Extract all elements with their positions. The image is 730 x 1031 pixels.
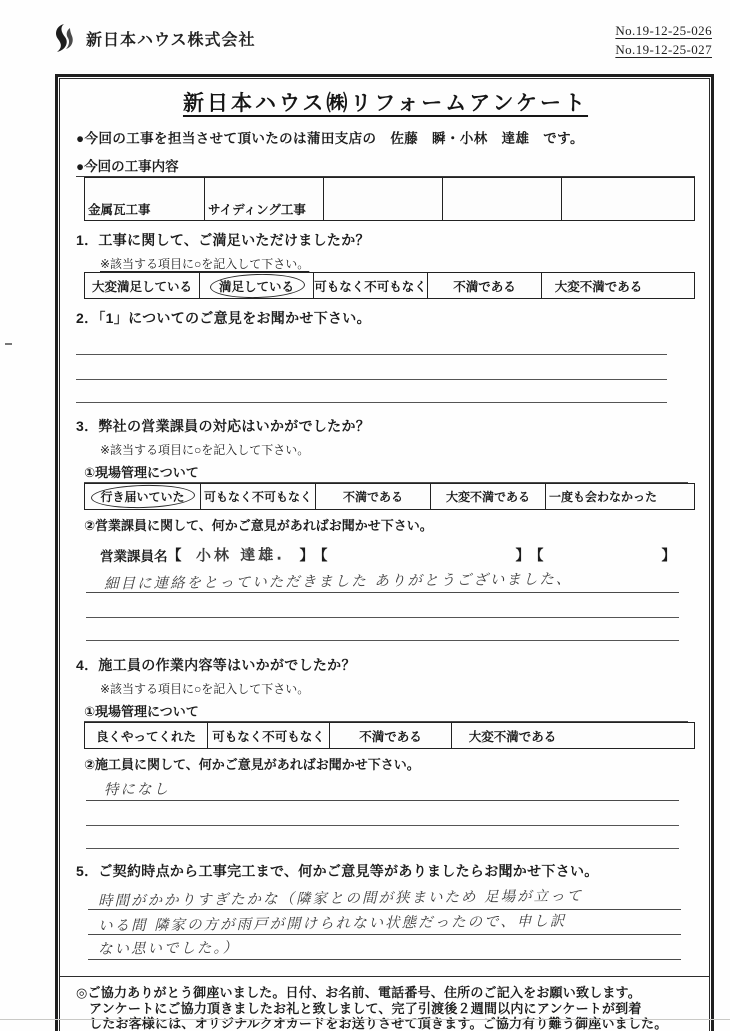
- option-cell: 可もなく不可もなく: [200, 484, 315, 509]
- form-title: 新日本ハウス㈱リフォームアンケート: [182, 91, 589, 115]
- option-cell: 一度も会わなかった: [545, 484, 660, 509]
- question-5-heading: 5．ご契約時点から工事完工まで、何かご意見等がありましたらお聞かせ下さい。: [76, 863, 599, 879]
- question-3-sub1: ①現場管理について: [84, 462, 688, 483]
- company-logo: [50, 22, 256, 54]
- question-1-note: ※該当する項目に○を記入して下さい。: [100, 257, 310, 271]
- handwritten-q5-line-3: ない思いでした。）: [97, 940, 240, 958]
- handwritten-comment-line: [86, 567, 679, 593]
- handwritten-comment-line: [88, 885, 681, 910]
- company-name: 新日本ハウス株式会社: [86, 31, 256, 49]
- answer-line: [76, 355, 667, 380]
- question-1-heading: 1．工事に関して、ご満足いただけましたか？: [76, 232, 370, 248]
- handwritten-comment-line: [86, 775, 679, 801]
- option-cell: 可もなく不可もなく: [313, 273, 427, 298]
- question-4-heading: 4．施工員の作業内容等はいかがでしたか？: [76, 657, 356, 673]
- question-4-sub1: ①現場管理について: [84, 701, 688, 722]
- answer-line: [76, 328, 667, 355]
- option-cell: 大変不満である: [430, 484, 545, 509]
- option-cell-circled: [85, 484, 200, 509]
- work-cell: [561, 178, 680, 220]
- scan-artifact-line: [0, 1019, 730, 1020]
- section-divider: [60, 976, 709, 977]
- closing-line-1: ◎ご協力ありがとう御座いました。日付、お名前、電話番号、住所のご記入をお願い致します。: [76, 985, 641, 1000]
- answer-line: [86, 826, 679, 849]
- answer-line: [86, 618, 679, 641]
- form-border-box: [55, 74, 714, 1031]
- handwritten-staff-name: 小林 達雄.: [195, 545, 286, 565]
- answer-line: [76, 380, 667, 403]
- staff-name-field-1: [182, 544, 300, 565]
- staff-name-row: 営業課員名 【 小林 達雄. 】 【 】 【 】: [100, 545, 676, 565]
- question-2-heading: 2．「1」についてのご意見をお聞かせ下さい。: [76, 310, 371, 326]
- work-cell: [442, 178, 561, 220]
- closing-line-3: したお客様には、オリジナルクオカードをお送りさせて頂きます。ご協力有り難う御座いました。: [89, 1016, 668, 1031]
- option-cell: 不満である: [315, 484, 430, 509]
- option-cell: 可もなく不可もなく: [207, 723, 329, 748]
- work-cell: サイディング工事: [204, 178, 323, 220]
- question-4-sub2: ②施工員に関して、何かご意見があればお聞かせ下さい。: [84, 757, 420, 772]
- handwritten-q5-line-1: 時間がかかりすぎたかな（隣家との間が狭まいため 足場が立って: [97, 888, 584, 910]
- handwritten-comment-line: [88, 935, 681, 960]
- question-3-sub2: ②営業課員に関して、何かご意見があればお聞かせ下さい。: [84, 518, 433, 533]
- question-3-note: ※該当する項目に○を記入して下さい。: [100, 443, 310, 457]
- work-content-label: ●今回の工事内容: [76, 155, 695, 177]
- question-4-options-table: [84, 722, 695, 749]
- staff-intro-line: ●今回の工事を担当させて頂いたのは蒲田支店の 佐藤 瞬・小林 達雄 です。: [76, 131, 584, 146]
- option-cell: 大変満足している: [91, 279, 192, 294]
- question-3-heading: 3．弊社の営業課員の対応はいかがでしたか？: [76, 418, 371, 434]
- handwritten-comment-line: [88, 910, 681, 935]
- doc-number-2: No.19-12-25-027: [615, 41, 712, 57]
- handwritten-q5-line-2: いる間 隣家の方が雨戸が開けられない状態だったので、申し訳: [97, 913, 567, 935]
- option-cell: 大変不満である: [541, 273, 655, 298]
- answer-line: [86, 801, 679, 826]
- handdrawn-circle: 満足している: [217, 277, 296, 295]
- option-cell-circled: [199, 273, 313, 298]
- closing-paragraph: [76, 985, 695, 1031]
- company-logo-icon: [50, 22, 80, 54]
- question-3-options-table: [84, 483, 695, 510]
- staff-name-label: 営業課員名: [100, 549, 168, 564]
- document-header: [50, 22, 712, 60]
- doc-number-1: No.19-12-25-026: [615, 23, 712, 38]
- staff-name-field-2: [328, 550, 516, 565]
- staff-name-field-3: [544, 550, 662, 565]
- handdrawn-circle: 行き届いていた: [100, 490, 185, 504]
- work-content-table: [84, 177, 695, 221]
- scan-artifact-dash: [5, 343, 12, 345]
- answer-line: [86, 593, 679, 618]
- question-4-note: ※該当する項目に○を記入して下さい。: [100, 682, 310, 696]
- option-cell: 不満である: [427, 273, 541, 298]
- handwritten-q4-comment: 特になし: [103, 781, 171, 799]
- work-cell: 金属瓦工事: [88, 203, 151, 217]
- closing-line-2: アンケートにご協力頂きましたお礼と致しまして、完了引渡後２週間以内にアンケートが到着: [89, 1000, 642, 1016]
- work-cell: [323, 178, 442, 220]
- option-cell: 不満である: [329, 723, 451, 748]
- handwritten-q3-comment: 細目に連絡をとっていただきました ありがとうございました、: [103, 571, 573, 593]
- question-1-options-table: [84, 272, 695, 299]
- option-cell: 良くやってくれた: [95, 729, 196, 744]
- document-numbers: [615, 22, 712, 60]
- option-cell: 大変不満である: [451, 723, 573, 748]
